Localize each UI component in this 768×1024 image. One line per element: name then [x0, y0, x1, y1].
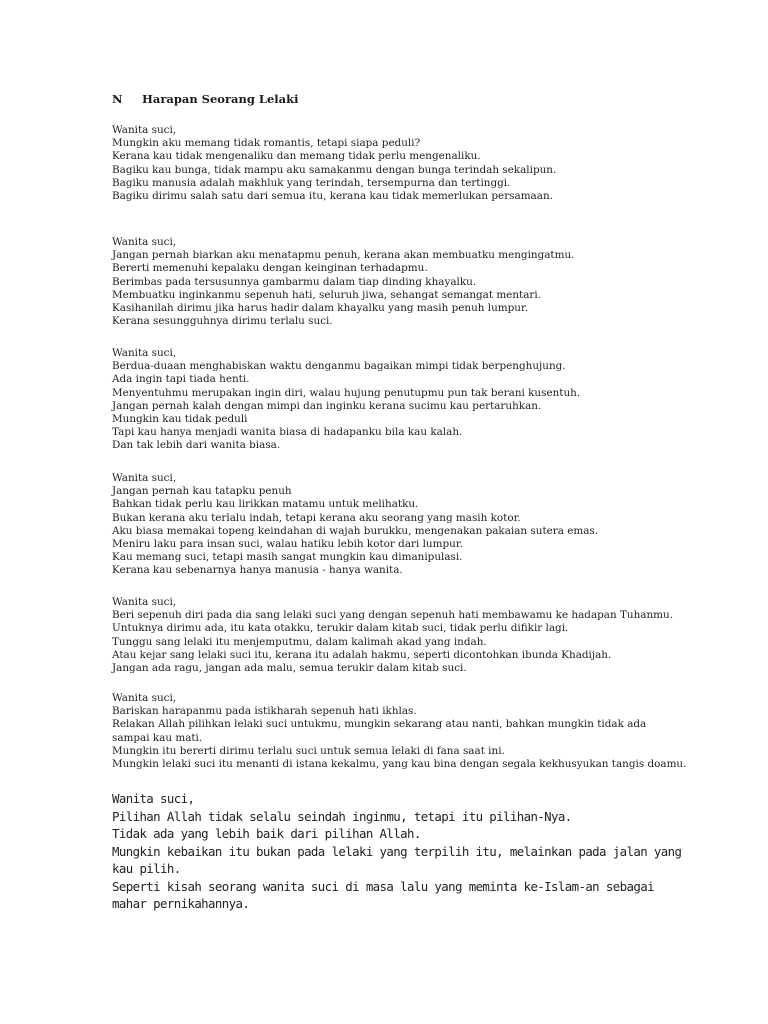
stanza-line: Bariskan harapanmu pada istikharah sepenuh hati ikhlas.: [112, 705, 417, 718]
stanza-line: Untuknya dirimu ada, itu kata otakku, terukir dalam kitab suci, tidak perlu difikir lagi.: [112, 622, 569, 635]
stanza-line: Pilihan Allah tidak selalu seindah inginmu, tetapi itu pilihan-Nya.: [112, 808, 572, 824]
stanza-line: Wanita suci,: [112, 596, 177, 608]
stanza-line: Kau memang suci, tetapi masih sangat mungkin kau dimanipulasi.: [112, 551, 463, 564]
stanza-line: Menyentuhmu merupakan ingin diri, walau hujung penutupmu pun tak berani kusentuh.: [112, 386, 581, 399]
stanza-line: Jangan pernah kau tatapku penuh: [112, 485, 292, 498]
stanza-line: Mungkin kebaikan itu bukan pada lelaki yang terpilih itu, melainkan pada jalan yang kau pilih.: [112, 843, 682, 876]
stanza-3: [112, 347, 712, 453]
stanza-line: Bagiku kau bunga, tidak mampu aku samakanmu dengan bunga terindah sekalipun.: [112, 163, 557, 176]
stanza-line: Jangan ada ragu, jangan ada malu, semua terukir dalam kitab suci.: [112, 662, 467, 675]
stanza-4: [112, 472, 712, 578]
stanza-line: Atau kejar sang lelaki suci itu, kerana itu adalah hakmu, seperti dicontohkan ibunda Khadijah.: [112, 648, 612, 661]
stanza-line: Tunggu sang lelaki itu menjemputmu, dalam kalimah akad yang indah.: [112, 635, 487, 648]
stanza-line: Wanita suci,: [112, 236, 177, 248]
stanza-line: Berimbas pada tersusunnya gambarmu dalam tiap dinding khayalku.: [112, 275, 477, 288]
stanza-line: Relakan Allah pilihkan lelaki suci untukmu, mungkin sekarang atau nanti, bahkan mungkin tidak ada sampai kau mati.: [112, 718, 647, 744]
stanza-line: Seperti kisah seorang wanita suci di masa lalu yang meminta ke-Islam-an sebagai mahar pernikahannya.: [112, 878, 654, 911]
stanza-line: Bagiku manusia adalah makhluk yang terindah, tersempurna dan tertinggi.: [112, 176, 511, 189]
stanza-line: Jangan pernah biarkan aku menatapmu penuh, kerana akan membuatku mengingatmu.: [112, 249, 575, 262]
stanza-line: Mungkin lelaki suci itu menanti di istana kekalmu, yang kau bina dengan segala kekhusyukan tangis doamu.: [112, 758, 687, 771]
stanza-line: Membuatku inginkanmu sepenuh hati, seluruh jiwa, sehangat semangat mentari.: [112, 288, 541, 301]
stanza-line: Wanita suci,: [112, 791, 195, 806]
stanza-line: Kasihanilah dirimu jika harus hadir dalam khayalku yang masih penuh lumpur.: [112, 302, 529, 315]
stanza-6: [112, 692, 712, 771]
stanza-line: Wanita suci,: [112, 124, 177, 136]
stanza-line: Bagiku dirimu salah satu dari semua itu, kerana kau tidak memerlukan persamaan.: [112, 190, 553, 203]
stanza-line: Bererti memenuhi kepalaku dengan keinginan terhadapmu.: [112, 262, 428, 275]
stanza-1: [112, 124, 712, 203]
stanza-5: [112, 596, 712, 675]
stanza-line: Aku biasa memakai topeng keindahan di wajah burukku, mengenakan pakaian sutera emas.: [112, 524, 599, 537]
stanza-line: Ada ingin tapi tiada henti.: [112, 373, 250, 386]
stanza-line: Mungkin aku memang tidak romantis, tetapi siapa peduli?: [112, 137, 421, 150]
section-heading: [112, 92, 298, 106]
stanza-line: Bahkan tidak perlu kau lirikkan matamu untuk melihatku.: [112, 498, 419, 511]
stanza-line: Tapi kau hanya menjadi wanita biasa di hadapanku bila kau kalah.: [112, 426, 463, 439]
stanza-line: Mungkin kau tidak peduli: [112, 413, 248, 426]
stanza-line: Beri sepenuh diri pada dia sang lelaki suci yang dengan sepenuh hati membawamu ke hadapan Tuhanmu.: [112, 609, 674, 622]
stanza-line: Tidak ada yang lebih baik dari pilihan Allah.: [112, 826, 421, 841]
section-letter: N: [112, 92, 123, 106]
stanza-line: Meniru laku para insan suci, walau hatiku lebih kotor dari lumpur.: [112, 538, 463, 551]
stanza-line: Kerana sesungguhnya dirimu terlalu suci.: [112, 315, 333, 328]
poem-title: Harapan Seorang Lelaki: [142, 92, 299, 106]
stanza-line: Kerana kau tidak mengenaliku dan memang tidak perlu mengenaliku.: [112, 150, 481, 163]
stanza-line: Bukan kerana aku terlalu indah, tetapi kerana aku seorang yang masih kotor.: [112, 511, 521, 524]
stanza-line: Kerana kau sebenarnya hanya manusia - hanya wanita.: [112, 564, 403, 577]
stanza-2: [112, 236, 712, 328]
stanza-line: Jangan pernah kalah dengan mimpi dan inginku kerana sucimu kau pertaruhkan.: [112, 399, 542, 412]
stanza-line: Mungkin itu bererti dirimu terlalu suci untuk semua lelaki di fana saat ini.: [112, 744, 505, 757]
stanza-7: [112, 790, 712, 913]
stanza-line: Wanita suci,: [112, 692, 177, 704]
stanza-line: Berdua-duaan menghabiskan waktu denganmu bagaikan mimpi tidak berpenghujung.: [112, 360, 566, 373]
stanza-line: Wanita suci,: [112, 347, 177, 359]
stanza-line: Dan tak lebih dari wanita biasa.: [112, 439, 281, 452]
stanza-line: Wanita suci,: [112, 472, 177, 484]
